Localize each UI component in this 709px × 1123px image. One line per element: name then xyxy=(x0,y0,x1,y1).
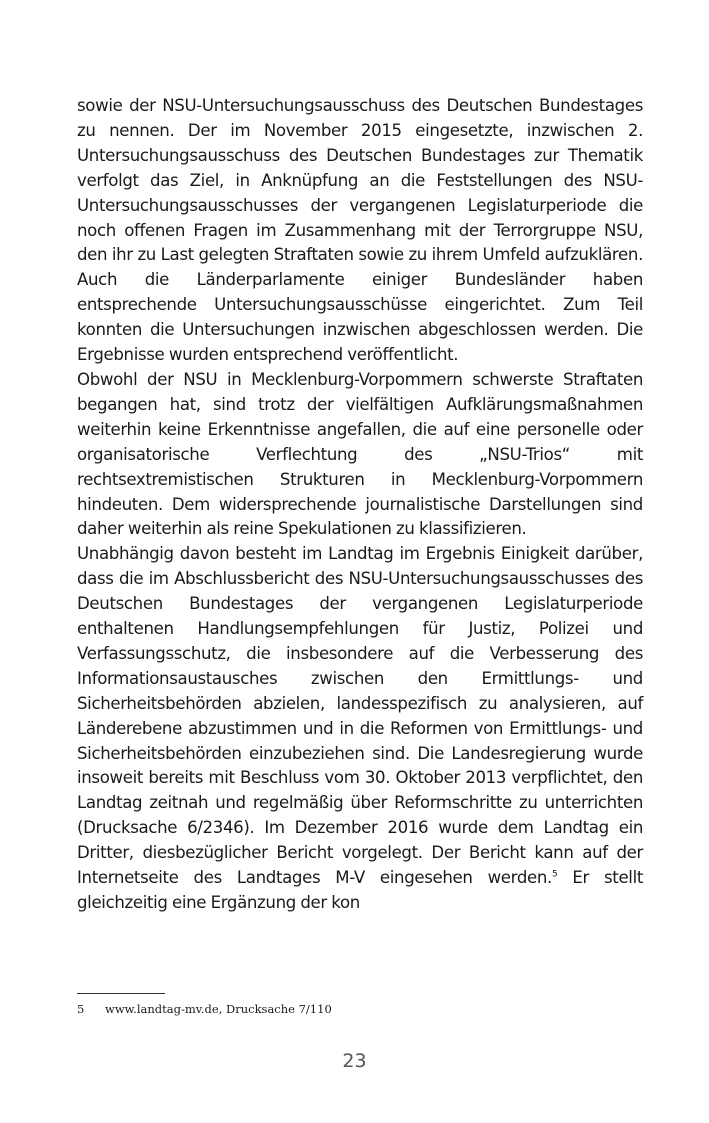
paragraph-2: Obwohl der NSU in Mecklenburg-Vorpommern schwerste Straftaten begangen hat, sind trotz der vielfältigen Aufklärungsmaßnahmen weiterhin keine Erkenntnisse angefallen, die auf eine personelle oder organisatorische Verflechtung des „NSU-Trios“ mit rechtsextremistischen Strukturen in Mecklenburg-Vorpommern hindeuten. Dem widersprechende journalistische Darstellungen sind daher weiterhin als reine Spekulationen zu klassifizieren. xyxy=(77,369,643,539)
paragraph-3-continuation: Er stellt gleichzeitig eine Ergänzung der kon xyxy=(77,868,643,912)
footnote xyxy=(77,1002,643,1017)
paragraph-1: sowie der NSU-Untersuchungsausschuss des Deutschen Bundestages zu nennen. Der im November 2015 eingesetzte, inzwischen 2. Untersuchungsausschuss des Deutschen Bundestages zur Thematik verfolgt das Ziel, in Anknüpfung an die Feststellungen des NSU-Untersuchungsausschusses der vergangenen Legislaturperiode die noch offenen Fragen im Zusammenhang mit der Terrorgruppe NSU, den ihr zu Last gelegten Straftaten sowie zu ihrem Umfeld aufzuklären. Auch die Länderparlamente einiger Bundesländer haben entsprechende Untersuchungsausschüsse eingerichtet. Zum Teil konnten die Untersuchungen inzwischen abgeschlossen werden. Die Ergebnisse wurden entsprechend veröffentlicht. xyxy=(77,96,643,365)
paragraph-3-text: Unabhängig davon besteht im Landtag im Ergebnis Einigkeit darüber, dass die im Abschlussbericht des NSU-Untersuchungsausschusses des Deutschen Bundestages der vergangenen Legislaturperiode enthaltenen Handlungsempfehlungen für Justiz, Polizei und Verfassungsschutz, die insbesondere auf die Verbesserung des Informationsaustausches zwischen den Ermittlungs- und Sicherheitsbehörden abzielen, landesspezifisch zu analysieren, auf Länderebene abzustimmen und in die Reformen von Ermittlungs- und Sicherheitsbehörden einzubeziehen sind. Die Landesregierung wurde insoweit bereits mit Beschluss vom 30. Oktober 2013 verpflichtet, den Landtag zeitnah und regelmäßig über Reformschritte zu unterrichten (Drucksache 6/2346). Im Dezember 2016 wurde dem Landtag ein Dritter, diesbezüglicher Bericht vorgelegt. Der Bericht kann auf der Internetseite des Landtages M-V eingesehen werden. xyxy=(77,544,643,888)
paragraph-3 xyxy=(77,542,643,916)
footnote-text: www.landtag-mv.de, Drucksache 7/110 xyxy=(105,1002,332,1016)
footnote-number: 5 xyxy=(77,1002,85,1016)
page-number: 23 xyxy=(342,1050,367,1072)
body-text xyxy=(77,94,643,916)
footnote-reference[interactable]: 5 xyxy=(551,869,558,880)
footnote-divider xyxy=(77,993,165,994)
